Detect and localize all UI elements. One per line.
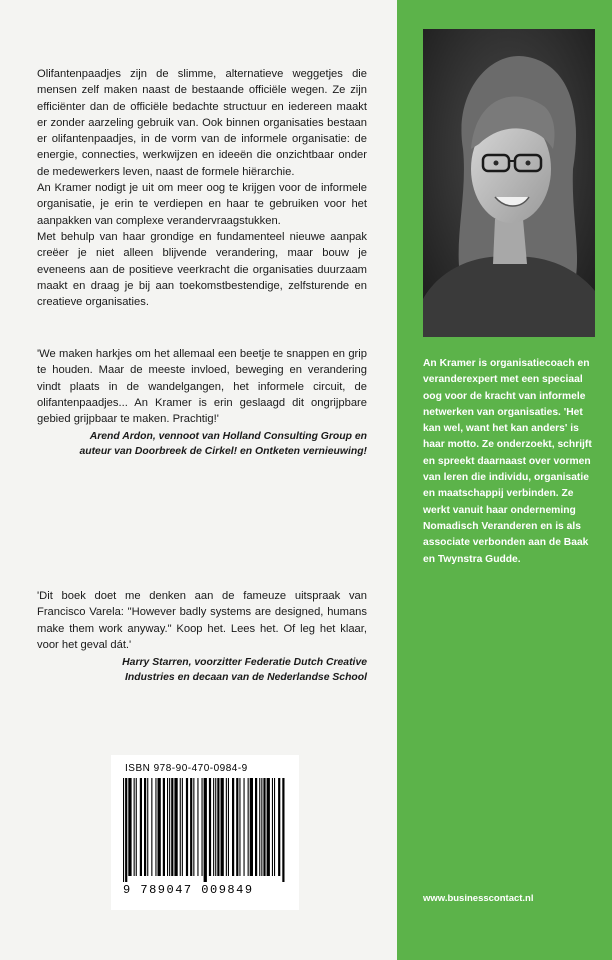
barcode-bar [158, 778, 161, 876]
book-blurb [37, 66, 367, 310]
barcode-bar [140, 778, 142, 876]
barcode-bar [144, 778, 146, 876]
barcode-bar [213, 778, 214, 876]
attribution-line-2: auteur van Doorbreek de Cirkel! en Ontketen vernieuwing! [79, 446, 367, 458]
quote-text: 'We maken harkjes om het allemaal een beetje te snappen en grip te houden. Maar de meeste invloed, beweging en verandering vindt plaats in de wandelgangen, het informele circuit, de olifantenpaadjes... An Kramer is erin geslaagd dit ongrijpbare gebied grijpbaar te maken. Prachtig!' [37, 348, 367, 426]
publisher-website: www.businesscontact.nl [423, 893, 534, 904]
quote-attribution [37, 429, 367, 459]
barcode-bar [250, 778, 253, 876]
barcode-bar [171, 778, 173, 876]
barcode-bar [244, 778, 245, 876]
barcode-bar [151, 778, 152, 876]
quote-text: 'Dit boek doet me denken aan de fameuze uitspraak van Francisco Varela: "However badly systems are designed, humans make them work anyway." Koop het. Lees het. Of leg het klaar, voor het geval dát.' [37, 590, 367, 651]
barcode-bar [261, 778, 262, 876]
blurb-paragraph-2: An Kramer nodigt je uit om meer oog te krijgen voor de informele organisatie, je erin te verdiepen en haar te gebruiken voor het aanpakken van complexe verandervraagstukken. [37, 182, 367, 227]
barcode-bar [193, 778, 194, 876]
barcode-bar [174, 778, 177, 876]
endorsement-quote-1 [37, 346, 367, 459]
barcode-bar [163, 778, 165, 876]
isbn-label: ISBN 978-90-470-0984-9 [125, 763, 248, 774]
attribution-line-2: Industries en decaan van de Nederlandse School [125, 672, 367, 684]
barcode-bar [274, 778, 275, 876]
barcode-bar [134, 778, 135, 876]
barcode-bar [155, 778, 156, 876]
barcode-bar [282, 778, 284, 882]
barcode-bar [239, 778, 240, 876]
barcode-bar [236, 778, 238, 876]
barcode-digits: 9 789047 009849 [123, 883, 254, 897]
blurb-paragraph-3: Met behulp van haar grondige en fundamenteel nieuwe aanpak creëer je niet alleen blijvende verandering, maar bouw je eveneens aan de positieve veerkracht die organisaties duurzaam maakt en draag je bij aan toekomstbestendige, zelfsturende en creatieve organisaties. [37, 230, 367, 309]
barcode-bar [248, 778, 249, 876]
attribution-line-1: Harry Starren, voorzitter Federatie Dutch Creative [122, 657, 367, 669]
barcode-bar [169, 778, 170, 876]
quote-attribution [37, 655, 367, 685]
barcode-bar [147, 778, 148, 876]
barcode-bar [259, 778, 260, 876]
barcode-bar [167, 778, 168, 876]
barcode-bar [209, 778, 211, 876]
barcode-bar [272, 778, 273, 876]
barcode-bar [182, 778, 183, 876]
barcode-bar [221, 778, 224, 876]
barcode-bars [121, 778, 289, 882]
barcode-bar [197, 778, 198, 876]
blurb-paragraph-1: Olifantenpaadjes zijn de slimme, alternatieve weggetjes die mensen zelf maken naast de bestaande officiële wegen. Ze zijn efficiënter dan de officiële bedachte structuur en iedereen maakt er zonder aarzeling gebruik van. Ook binnen organisaties bestaan er olifantenpaadjes, in de vorm van de informele organisatie: de energie, connecties, werkwijzen en ideeën die onzichtbaar onder de medewerkers leven, naast de formele hiërarchie. [37, 68, 367, 178]
barcode-bar [215, 778, 216, 876]
barcode-bar [180, 778, 181, 876]
endorsement-quote-2 [37, 588, 367, 685]
barcode-bar [136, 778, 137, 876]
barcode-bar [228, 778, 229, 876]
barcode-bar [267, 778, 270, 876]
barcode-bar [226, 778, 227, 876]
barcode-bar [190, 778, 192, 876]
barcode-bar [217, 778, 219, 876]
barcode-bar [263, 778, 265, 876]
barcode-bar [123, 778, 124, 882]
attribution-line-1: Arend Ardon, vennoot van Holland Consulting Group en [89, 431, 367, 443]
barcode-bar [202, 778, 203, 876]
barcode-bar [186, 778, 188, 876]
author-portrait [423, 29, 595, 337]
barcode-bar [232, 778, 234, 876]
barcode-bar [204, 778, 207, 882]
author-photo [423, 29, 595, 337]
author-bio: An Kramer is organisatiecoach en veranderexpert met een speciaal oog voor de kracht van informele netwerken van organisaties. 'Het kan wel, want het kan anders' is haar motto. Ze onderzoekt, schrijft en spreekt daarnaast over vormen van leren die individu, organisatie en maatschappij verbinden. Ze werkt vanuit haar onderneming Nomadisch Veranderen en is als associate verbonden aan de Baak en Twynstra Gudde. [423, 358, 592, 565]
barcode-bar [125, 778, 127, 882]
barcode-bar [128, 778, 131, 876]
barcode-bar [255, 778, 257, 876]
isbn-barcode [111, 755, 299, 910]
barcode-bar [278, 778, 280, 876]
